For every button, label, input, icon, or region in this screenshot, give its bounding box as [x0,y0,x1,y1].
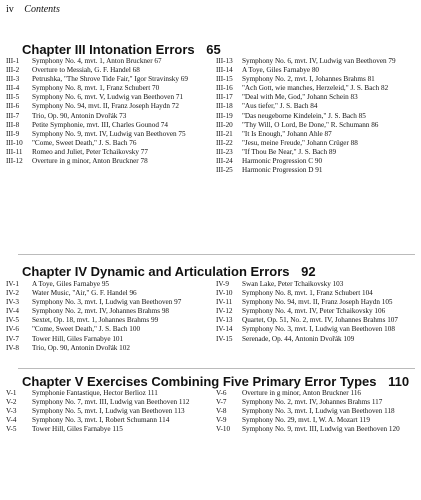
entry-title: "Ach Gott, wie manches, Herzeleid," J. S. Bach 82 [242,84,389,93]
entry-title: Symphony No. 94, mvt. II, Franz Joseph Haydn 72 [32,102,179,111]
chapter-4-title [22,264,316,279]
entry-number: V-4 [6,416,17,425]
chapter-5-right-column [216,389,416,434]
entry-number: IV-9 [216,280,229,288]
toc-entry [216,316,416,325]
entry-number: III-13 [216,57,233,65]
entry-title: "Das neugeborne Kindelein," J. S. Bach 85 [242,111,366,120]
toc-entry [216,121,416,130]
entry-title: Overture in g minor, Anton Bruckner 78 [32,157,148,166]
entry-title: Symphony No. 9, mvt. III, Ludwig van Beethoven 120 [242,425,400,434]
entry-number: III-12 [6,157,23,166]
entry-number: V-6 [216,389,227,397]
toc-entry [216,407,416,416]
entry-title: "If Thou Be Near," J. S. Bach 89 [242,147,337,156]
chapter-5-title [22,374,409,389]
entry-number: V-9 [216,416,227,425]
toc-entry [216,166,416,175]
chapter-page-number: 65 [206,42,221,57]
entry-title: Symphonie Fantastique, Hector Berlioz 111 [32,389,158,397]
entry-title: "Jesu, meine Freude," Johann Crüger 88 [242,138,358,147]
entry-number: III-19 [216,111,233,120]
chapter-3-left-column [6,57,208,166]
entry-number: IV-7 [6,334,19,343]
entry-number: III-18 [216,102,233,111]
chapter-3-right-column [216,57,416,175]
toc-entry [216,325,416,334]
entry-number: III-25 [216,166,233,175]
toc-entry [6,344,208,353]
entry-title: Swan Lake, Peter Tchaikovsky 103 [242,280,344,288]
page-header [6,4,60,15]
entry-number: IV-15 [216,334,233,343]
entry-title: "Come, Sweet Death," J. S. Bach 100 [32,325,141,334]
toc-entry [6,57,208,66]
entry-number: V-2 [6,398,17,407]
entry-number: IV-5 [6,316,19,325]
entry-number: III-23 [216,147,233,156]
entry-number: IV-4 [6,307,19,316]
toc-entry [216,416,416,425]
entry-number: III-14 [216,66,233,75]
entry-title: Trio, Op. 90, Antonin Dvořák 102 [32,343,130,352]
entry-title: Trio, Op. 90, Antonin Dvořák 73 [32,111,127,120]
entry-number: III-21 [216,129,233,138]
entry-number: III-9 [6,129,20,138]
entry-title: "Aus tiefer," J. S. Bach 84 [242,102,318,111]
entry-number: V-5 [6,425,17,434]
toc-entry [6,298,208,307]
chapter-4-right-column [216,280,416,344]
entry-number: IV-11 [216,298,233,307]
toc-entry [6,307,208,316]
entry-title: Symphony No. 2, mvt. IV, Johannes Brahms 98 [32,307,170,316]
entry-title: "Deal with Me, God," Johann Schein 83 [242,93,358,102]
entry-number: IV-14 [216,325,233,334]
chapter-4-left-column [6,280,208,353]
entry-title: Symphony No. 3, mvt. I, Ludwig van Beethoven 97 [32,298,182,307]
toc-entry [6,84,208,93]
toc-entry [6,416,208,425]
toc-entry [6,148,208,157]
entry-title: Symphony No. 9, mvt. IV, Ludwig van Beethoven 75 [32,129,186,138]
entry-number: III-17 [216,93,233,102]
entry-number: III-22 [216,138,233,147]
entry-title: Harmonic Progression D 91 [242,166,323,175]
toc-entry [6,407,208,416]
entry-title: Overture to Messiah, G. F. Handel 68 [32,66,140,75]
chapter-title-text: Chapter III Intonation Errors [22,42,195,57]
entry-number: IV-8 [6,343,19,352]
toc-entry [6,121,208,130]
entry-title: Romeo and Juliet, Peter Tchaikovsky 77 [32,147,148,156]
toc-entry [216,66,416,75]
toc-entry [6,289,208,298]
entry-title: A Toye, Giles Farnabye 80 [242,66,320,75]
toc-entry [216,75,416,84]
entry-title: Symphony No. 94, mvt. II, Franz Joseph Haydn 105 [242,298,393,307]
toc-entry [6,93,208,102]
entry-title: Symphony No. 4, mvt. 1, Anton Bruckner 67 [32,57,162,65]
toc-entry [6,66,208,75]
entry-number: V-1 [6,389,17,397]
toc-entry [216,57,416,66]
entry-title: Quartet, Op. 51, No. 2, mvt. IV, Johannes Brahms 107 [242,316,398,325]
toc-entry [216,335,416,344]
entry-number: V-8 [216,407,227,416]
chapter-page-number: 92 [301,264,316,279]
toc-entry [6,157,208,166]
entry-title: Symphony No. 6, mvt. IV, Ludwig van Beethoven 79 [242,57,396,65]
entry-title: Symphony No. 2, mvt. IV, Johannes Brahms 117 [242,398,383,407]
running-title: Contents [24,4,60,15]
entry-number: IV-3 [6,298,19,307]
toc-entry [216,102,416,111]
entry-title: Symphony No. 7, mvt. III, Ludwig van Beethoven 112 [32,398,190,407]
entry-title: Symphony No. 6, mvt. V, Ludwig van Beethoven 71 [32,93,184,102]
entry-number: III-7 [6,111,20,120]
entry-title: Serenade, Op. 44, Antonin Dvořák 109 [242,334,355,343]
toc-entry [216,298,416,307]
entry-title: Symphony No. 3, mvt. I, Ludwig van Beethoven 118 [242,407,395,416]
section-divider [18,368,415,369]
chapter-3-title [22,42,221,57]
toc-entry [216,289,416,298]
toc-entry [6,335,208,344]
entry-number: III-8 [6,120,20,129]
entry-number: III-1 [6,57,20,65]
entry-title: Petite Symphonie, mvt. III, Charles Gounod 74 [32,120,168,129]
entry-title: Symphony No. 2, mvt. I, Johannes Brahms 81 [242,75,375,84]
toc-entry [216,398,416,407]
toc-entry [6,130,208,139]
toc-entry [6,325,208,334]
toc-entry [6,102,208,111]
entry-title: "Thy Will, O Lord, Be Done," R. Schumann 86 [242,120,379,129]
toc-entry [216,130,416,139]
toc-entry [216,139,416,148]
entry-number: V-10 [216,425,231,434]
entry-number: IV-1 [6,280,19,288]
entry-number: IV-13 [216,316,233,325]
toc-entry [6,398,208,407]
entry-number: III-5 [6,93,20,102]
chapter-title-text: Chapter IV Dynamic and Articulation Errors [22,264,290,279]
entry-title: Petrushka, "The Shrove Tide Fair," Igor Stravinsky 69 [32,75,188,84]
toc-entry [6,425,208,434]
entry-title: "It Is Enough," Johann Ahle 87 [242,129,332,138]
entry-number: III-16 [216,84,233,93]
entry-title: Symphony No. 29, mvt. I, W. A. Mozart 119 [242,416,370,425]
entry-title: Symphony No. 3, mvt. I, Robert Schumann 114 [32,416,170,425]
toc-entry [6,139,208,148]
entry-number: III-3 [6,75,20,84]
entry-title: A Toye, Giles Farnabye 95 [32,280,110,288]
toc-entry [216,425,416,434]
entry-number: III-11 [6,147,23,156]
toc-entry [6,316,208,325]
toc-entry [216,280,416,289]
entry-title: Overture in g minor, Anton Bruckner 116 [242,389,362,397]
toc-entry [216,307,416,316]
entry-number: III-6 [6,102,20,111]
entry-title: Tower Hill, Giles Farnabye 101 [32,334,124,343]
entry-number: IV-6 [6,325,19,334]
chapter-page-number: 110 [388,374,410,389]
toc-entry [216,148,416,157]
chapter-5-left-column [6,389,208,434]
entry-title: Sextet, Op. 18, mvt. 1, Johannes Brahms 99 [32,316,159,325]
toc-entry [216,389,416,398]
toc-entry [216,157,416,166]
section-divider [18,254,415,255]
toc-entry [6,75,208,84]
entry-number: IV-10 [216,289,233,298]
entry-number: III-20 [216,120,233,129]
entry-number: V-7 [216,398,227,407]
entry-title: Harmonic Progression C 90 [242,157,323,166]
toc-entry [216,84,416,93]
entry-number: IV-2 [6,289,19,298]
entry-number: III-10 [6,138,23,147]
entry-number: IV-12 [216,307,233,316]
entry-title: Water Music, "Air," G. F. Handel 96 [32,289,137,298]
toc-entry [6,280,208,289]
entry-title: Symphony No. 8, mvt. 1, Franz Schubert 104 [242,289,373,298]
entry-number: V-3 [6,407,17,416]
entry-number: III-4 [6,84,20,93]
toc-entry [6,112,208,121]
entry-title: "Come, Sweet Death," J. S. Bach 76 [32,138,137,147]
entry-number: III-24 [216,157,233,166]
toc-entry [216,112,416,121]
entry-title: Symphony No. 4, mvt. IV, Peter Tchaikovsky 106 [242,307,386,316]
toc-entry [6,389,208,398]
entry-number: III-15 [216,75,233,84]
entry-title: Tower Hill, Giles Farnabye 115 [32,425,123,434]
page-number: iv [6,4,14,15]
chapter-title-text: Chapter V Exercises Combining Five Primary Error Types [22,374,377,389]
toc-entry [216,93,416,102]
entry-title: Symphony No. 3, mvt. I, Ludwig van Beethoven 108 [242,325,395,334]
entry-number: III-2 [6,66,20,75]
entry-title: Symphony No. 8, mvt. 1, Franz Schubert 70 [32,84,160,93]
entry-title: Symphony No. 5, mvt. I, Ludwig van Beethoven 113 [32,407,185,416]
